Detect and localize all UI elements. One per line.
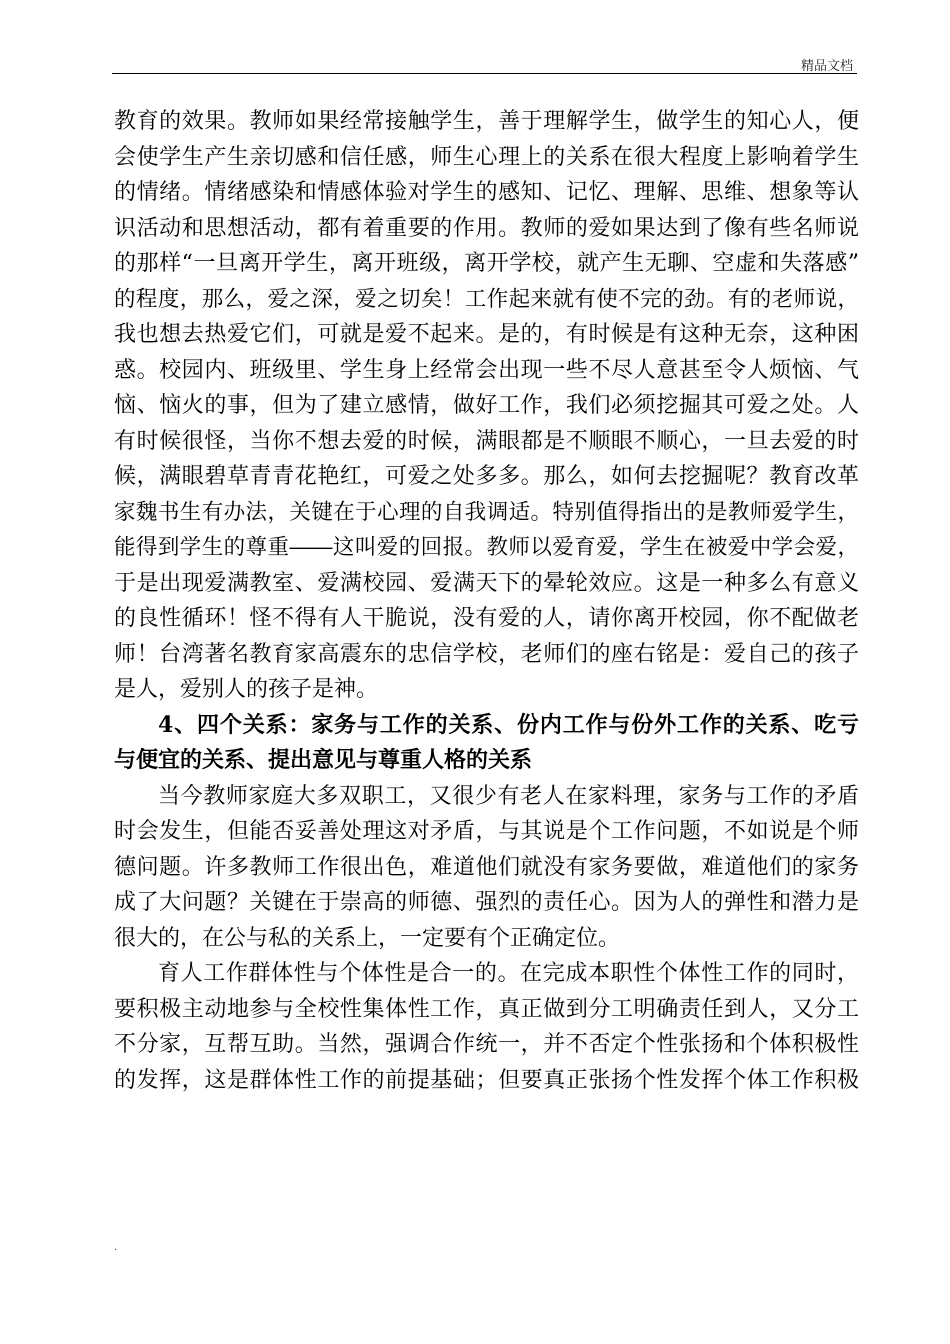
- section-heading-line: 4、四个关系：家务与工作的关系、份内工作与份外工作的关系、吃亏: [158, 711, 859, 738]
- footer-mark: .: [114, 1242, 118, 1253]
- text-line: 的发挥，这是群体性工作的前提基础；但要真正张扬个性发挥个体工作积极: [114, 1067, 859, 1093]
- text-line: 成了大问题？关键在于崇高的师德、强烈的责任心。因为人的弹性和潜力是: [114, 890, 859, 915]
- text-line: 育人工作群体性与个体性是合一的。在完成本职性个体性工作的同时，: [158, 961, 859, 986]
- header-label: 精品文档: [800, 59, 853, 74]
- text-line: 的情绪。情绪感染和情感体验对学生的感知、记忆、理解、思维、想象等认: [114, 180, 859, 205]
- text-line: 于是出现爱满教室、爱满校园、爱满天下的晕轮效应。这是一种多么有意义: [114, 570, 859, 596]
- text-line: 不分家，互帮互助。当然，强调合作统一，并不否定个性张扬和个体积极性: [114, 1032, 859, 1057]
- text-line: 教育的效果。教师如果经常接触学生，善于理解学生，做学生的知心人，便: [114, 109, 859, 134]
- document-body: [114, 104, 859, 1098]
- text-line: 很大的，在公与私的关系上，一定要有个正确定位。: [114, 925, 621, 951]
- text-line: 家魏书生有办法，关键在于心理的自我调适。特别值得指出的是教师爱学生，: [114, 499, 859, 525]
- text-line: 能得到学生的尊重――这叫爱的回报。教师以爱育爱，学生在被爱中学会爱，: [114, 535, 859, 560]
- section-heading-line: 与便宜的关系、提出意见与尊重人格的关系: [114, 747, 533, 773]
- text-line: 德问题。许多教师工作很出色，难道他们就没有家务要做，难道他们的家务: [114, 854, 859, 880]
- text-line: 我也想去热爱它们，可就是爱不起来。是的，有时候是有这种无奈，这种困: [114, 322, 859, 347]
- text-line: 恼、恼火的事，但为了建立感情，做好工作，我们必须挖掘其可爱之处。人: [114, 393, 859, 418]
- text-line: 识活动和思想活动，都有着重要的作用。教师的爱如果达到了像有些名师说: [114, 215, 859, 241]
- text-line: 会使学生产生亲切感和信任感，师生心理上的关系在很大程度上影响着学生: [114, 144, 859, 170]
- text-line: 是人，爱别人的孩子是神。: [114, 677, 379, 702]
- text-line: 要积极主动地参与全校性集体性工作，真正做到分工明确责任到人，又分工: [114, 996, 859, 1022]
- text-line: 的良性循环！怪不得有人干脆说，没有爱的人，请你离开校园，你不配做老: [114, 606, 859, 631]
- text-line: 惑。校园内、班级里、学生身上经常会出现一些不尽人意甚至令人烦恼、气: [114, 357, 859, 383]
- text-line: 师！台湾著名教育家高震东的忠信学校，老师们的座右铭是：爱自己的孩子: [114, 641, 859, 667]
- text-line: 的程度，那么，爱之深，爱之切矣！工作起来就有使不完的劲。有的老师说，: [114, 286, 859, 312]
- text-line: 时会发生，但能否妥善处理这对矛盾，与其说是个工作问题，不如说是个师: [114, 819, 859, 844]
- text-line: 有时候很怪，当你不想去爱的时候，满眼都是不顺眼不顺心，一旦去爱的时: [114, 428, 859, 454]
- header-rule: [112, 73, 857, 74]
- text-line: 的那样“一旦离开学生，离开班级，离开学校，就产生无聊、空虚和失落感”: [114, 251, 859, 276]
- text-line: 候，满眼碧草青青花艳红，可爱之处多多。那么，如何去挖掘呢？教育改革: [114, 464, 859, 489]
- text-line: 当今教师家庭大多双职工，又很少有老人在家料理，家务与工作的矛盾: [158, 783, 859, 809]
